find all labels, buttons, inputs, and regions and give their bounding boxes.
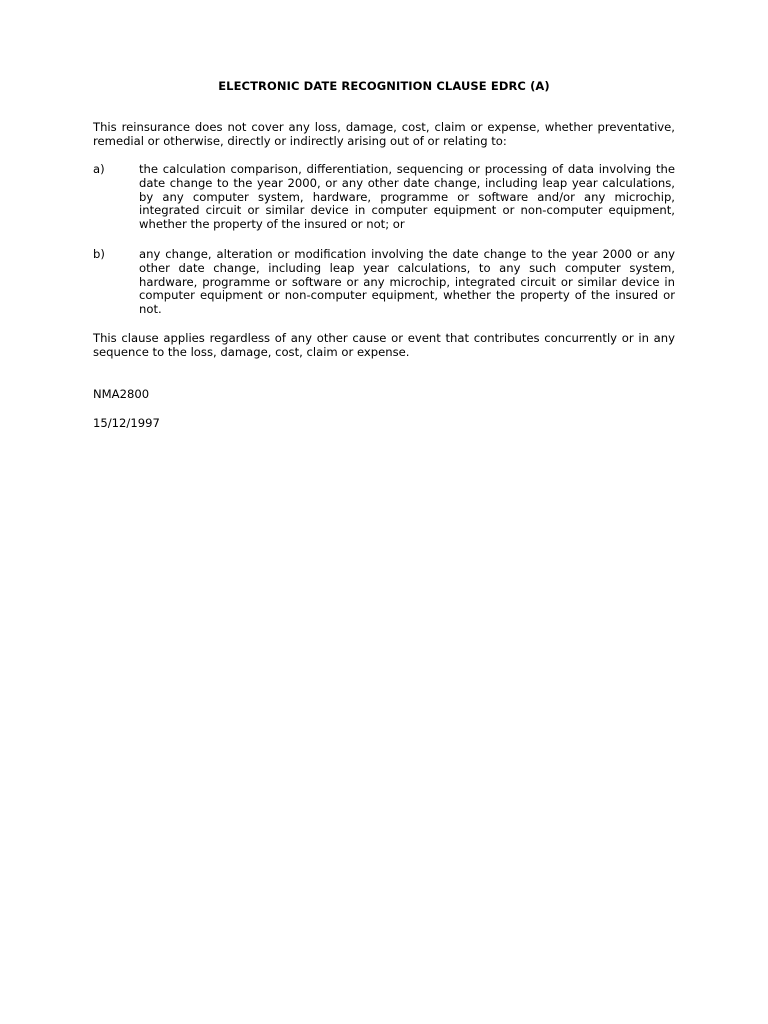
reference-code: NMA2800 bbox=[93, 387, 150, 401]
reference-date: 15/12/1997 bbox=[93, 416, 160, 430]
closing-paragraph: This clause applies regardless of any other cause or event that contributes concurrently or in any sequence to the loss, damage, cost, claim or expense. bbox=[93, 331, 675, 359]
document-title: ELECTRONIC DATE RECOGNITION CLAUSE EDRC (A) bbox=[218, 79, 550, 93]
intro-paragraph: This reinsurance does not cover any loss, damage, cost, claim or expense, whether preventative, remedial or otherwise, directly or indirectly arising out of or relating to: bbox=[93, 120, 675, 148]
item-text: any change, alteration or modification involving the date change to the year 2000 or any other date change, including leap year calculations, to any such computer system, hardware, programme or software or any microchip, integrated circuit or similar device in computer equipment or non-computer equipment, whether the property of the insured or not. bbox=[139, 247, 675, 317]
item-text: the calculation comparison, differentiation, sequencing or processing of data involving the date change to the year 2000, or any other date change, including leap year calculations, by any computer system, hardware, programme or software and/or any microchip, integrated circuit or similar device in computer equipment or non-computer equipment, whether the property of the insured or not; or bbox=[139, 162, 675, 232]
document-page bbox=[93, 0, 675, 1024]
item-marker: a) bbox=[93, 162, 105, 176]
item-marker: b) bbox=[93, 247, 105, 261]
